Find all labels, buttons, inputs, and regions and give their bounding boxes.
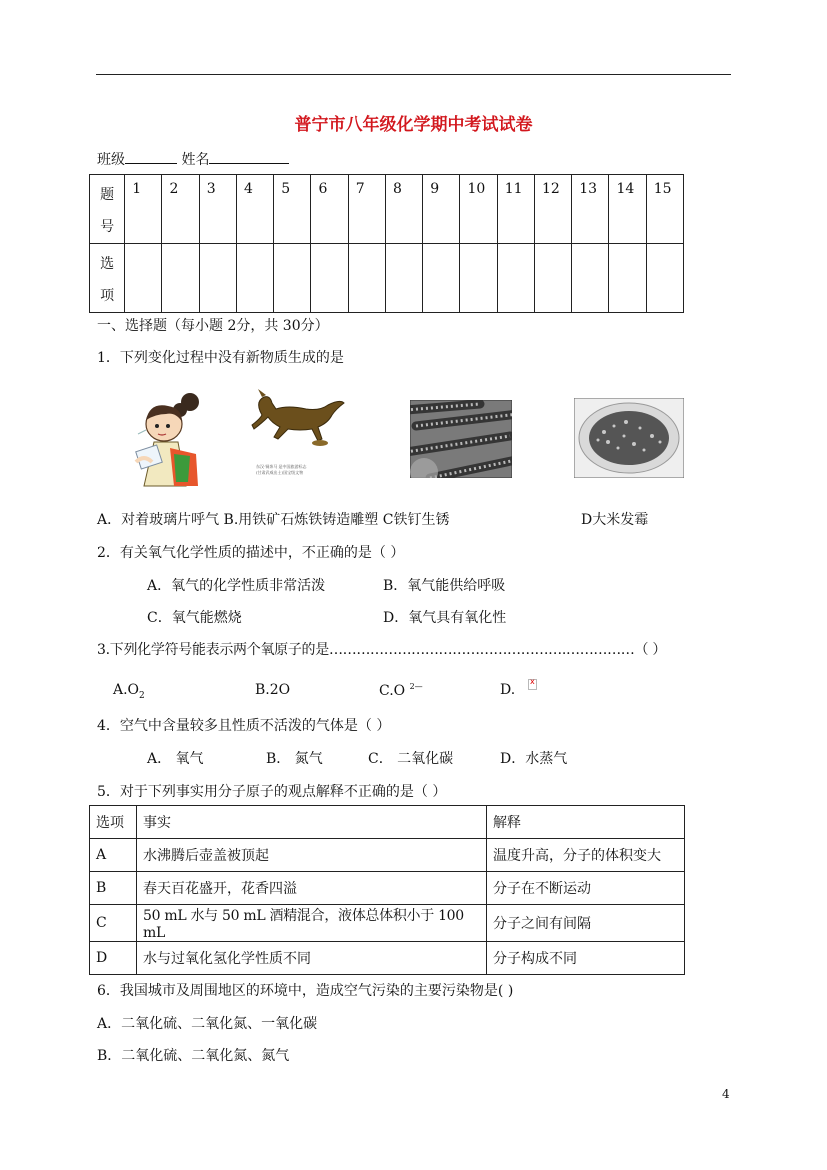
answer-cell[interactable] — [534, 244, 571, 313]
q2-option-d: D．氧气具有氧化性 — [383, 610, 507, 626]
question-number: 4 — [236, 175, 273, 244]
q5-row-fact: 50 mL 水与 50 mL 酒精混合，液体总体积小于 100 mL — [137, 905, 487, 942]
section-heading: 一、选择题（每小题 2分，共 30分） — [97, 318, 329, 334]
q3-option-b: B.2O — [255, 682, 291, 698]
q3-option-d: D. — [500, 682, 516, 698]
q1-options-abc: A．对着玻璃片呼气 B.用铁矿石炼铁铸造雕塑 C铁钉生锈 — [97, 512, 450, 528]
question-number: 5 — [274, 175, 311, 244]
q4-option-c: C． 二氧化碳 — [368, 751, 454, 767]
q4-option-b: B． 氮气 — [266, 751, 323, 767]
q5-table-header — [90, 806, 685, 839]
answer-cell[interactable] — [572, 244, 609, 313]
table-row — [90, 872, 685, 905]
answer-cell[interactable] — [348, 244, 385, 313]
q5-header-option: 选项 — [90, 806, 137, 839]
name-blank[interactable] — [209, 149, 289, 164]
answer-grid — [89, 174, 684, 313]
question-number: 8 — [385, 175, 422, 244]
broken-image-icon: x — [528, 679, 537, 690]
student-info-line — [97, 149, 289, 169]
question-number: 1 — [125, 175, 162, 244]
q1-option-d: D大米发霉 — [581, 512, 649, 528]
answer-grid-choice-row — [90, 244, 684, 313]
q3-option-a: $A.O_2$ — [113, 682, 145, 701]
q5-table — [89, 805, 685, 975]
header-rule — [96, 74, 731, 75]
answer-cell[interactable] — [646, 244, 683, 313]
q5-row-explanation: 分子构成不同 — [487, 942, 685, 975]
q5-row-option: D — [90, 942, 137, 975]
answer-cell[interactable] — [311, 244, 348, 313]
table-row — [90, 839, 685, 872]
q2-option-a: A．氧气的化学性质非常活泼 — [147, 578, 326, 594]
question-number: 2 — [162, 175, 199, 244]
rusty-nails-image — [410, 400, 512, 478]
question-number: 14 — [609, 175, 646, 244]
class-label: 班级 — [97, 152, 125, 168]
answer-grid-number-row — [90, 175, 684, 244]
q4-stem: 4．空气中含量较多且性质不活泼的气体是（ ） — [97, 718, 391, 734]
q5-row-option: A — [90, 839, 137, 872]
q6-option-b: B．二氧化硫、二氧化氮、氮气 — [97, 1048, 290, 1064]
horse-caption: 东汉·铜奔马 是中国旅游标志 (甘肃武威出土)国宝级文物 — [256, 464, 307, 475]
q5-row-explanation: 温度升高，分子的体积变大 — [487, 839, 685, 872]
answer-cell[interactable] — [385, 244, 422, 313]
q4-option-a: A． 氧气 — [147, 751, 204, 767]
question-number: 9 — [423, 175, 460, 244]
number-row-header: 题 号 — [90, 175, 125, 244]
answer-cell[interactable] — [125, 244, 162, 313]
choice-row-header: 选 项 — [90, 244, 125, 313]
exam-title: 普宁市八年级化学期中考试试卷 — [294, 115, 533, 135]
answer-cell[interactable] — [460, 244, 497, 313]
answer-cell[interactable] — [609, 244, 646, 313]
question-number: 13 — [572, 175, 609, 244]
answer-cell[interactable] — [162, 244, 199, 313]
q5-header-explanation: 解释 — [487, 806, 685, 839]
answer-cell[interactable] — [199, 244, 236, 313]
question-number: 7 — [348, 175, 385, 244]
answer-cell[interactable] — [236, 244, 273, 313]
q5-row-fact: 水沸腾后壶盖被顶起 — [137, 839, 487, 872]
class-blank[interactable] — [125, 149, 177, 164]
q6-option-a: A．二氧化硫、二氧化氮、一氧化碳 — [97, 1016, 318, 1032]
q4-option-d: D．水蒸气 — [500, 751, 568, 767]
question-number: 11 — [497, 175, 534, 244]
bronze-horse-statue-image — [248, 383, 348, 449]
answer-cell[interactable] — [274, 244, 311, 313]
q5-row-explanation: 分子在不断运动 — [487, 872, 685, 905]
q2-option-c: C．氧气能燃烧 — [147, 610, 242, 626]
table-row — [90, 942, 685, 975]
page-number: 4 — [722, 1087, 730, 1101]
q5-row-explanation: 分子之间有间隔 — [487, 905, 685, 942]
q5-row-option: C — [90, 905, 137, 942]
q5-row-option: B — [90, 872, 137, 905]
q5-row-fact: 春天百花盛开，花香四溢 — [137, 872, 487, 905]
question-number: 12 — [534, 175, 571, 244]
q3-option-c: C.O $^{2—}$ — [379, 682, 423, 699]
q3-stem: 3.下列化学符号能表示两个氧原子的是…………………………………………….……………（ ） — [97, 642, 667, 658]
name-label: 姓名 — [181, 152, 210, 168]
question-number: 6 — [311, 175, 348, 244]
q5-stem: 5．对于下列事实用分子原子的观点解释不正确的是（ ） — [97, 784, 447, 800]
girl-breathing-on-glass-image — [130, 390, 210, 490]
table-row — [90, 905, 685, 942]
answer-cell[interactable] — [497, 244, 534, 313]
question-number: 15 — [646, 175, 683, 244]
q2-option-b: B．氧气能供给呼吸 — [383, 578, 506, 594]
answer-cell[interactable] — [423, 244, 460, 313]
q6-stem: 6．我国城市及周围地区的环境中，造成空气污染的主要污染物是( ) — [97, 983, 514, 999]
question-number: 3 — [199, 175, 236, 244]
q5-header-fact: 事实 — [137, 806, 487, 839]
moldy-rice-image — [574, 398, 684, 478]
q5-row-fact: 水与过氧化氢化学性质不同 — [137, 942, 487, 975]
question-number: 10 — [460, 175, 497, 244]
q1-stem: 1．下列变化过程中没有新物质生成的是 — [97, 350, 344, 366]
q2-stem: 2．有关氧气化学性质的描述中，不正确的是（ ） — [97, 545, 405, 561]
